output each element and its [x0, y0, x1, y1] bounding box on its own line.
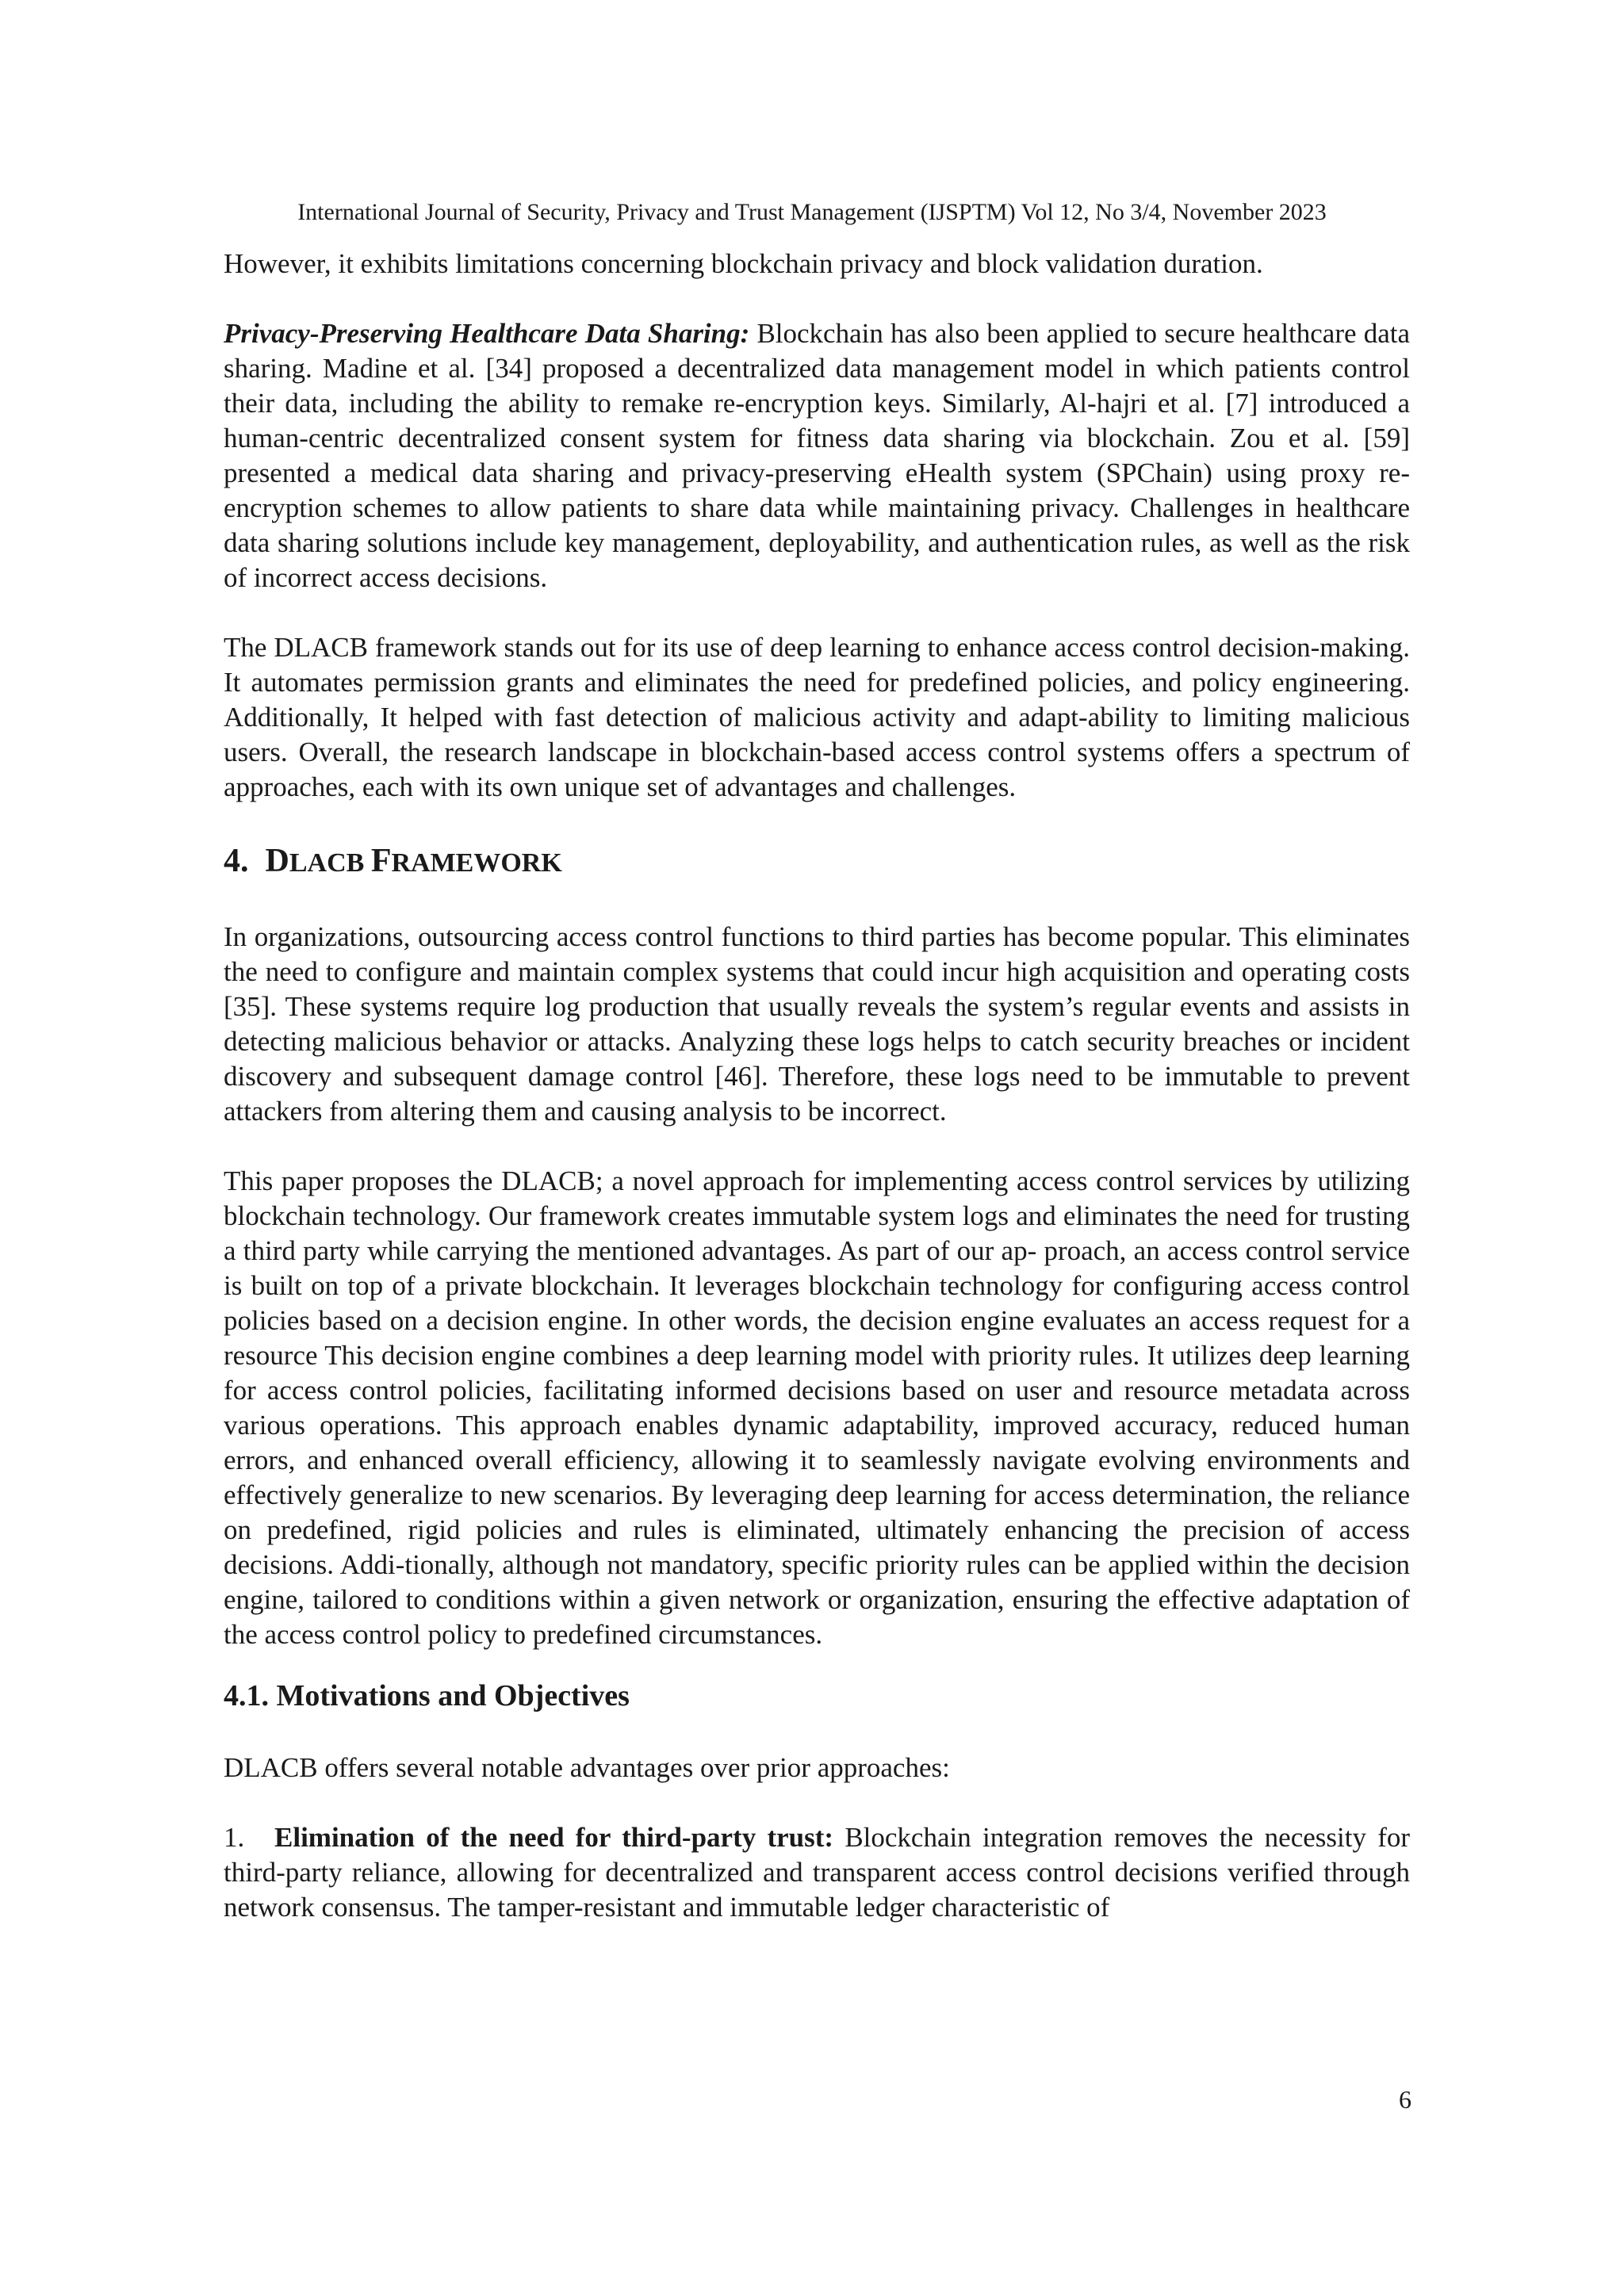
list-item-lead: Elimination of the need for third-party trust:	[274, 1822, 834, 1853]
list-item-1	[224, 1820, 1410, 1925]
body-content	[224, 247, 1410, 1925]
paragraph-dlacb-intro: The DLACB framework stands out for its use of deep learning to enhance access control decision-making. It automates permission grants and eliminates the need for predefined policies, and policy engineering. Additionally, It helped with fast detection of malicious activity and adapt-ability to limiting malicious users. Overall, the research landscape in blockchain-based access control systems offers a spectrum of approaches, each with its own unique set of advantages and challenges.	[224, 632, 1410, 802]
paragraph-body: Blockchain has also been applied to secure healthcare data sharing. Madine et al. [34] proposed a decentralized data management model in which patients control their data, including the ability to remake re-encryption keys. Similarly, Al-hajri et al. [7] introduced a human-centric decentralized consent system for fitness data sharing via blockchain. Zou et al. [59] presented a medical data sharing and privacy-preserving eHealth system (SPChain) using proxy re-encryption schemes to allow patients to share data while maintaining privacy. Challenges in healthcare data sharing solutions include key management, deployability, and authentication rules, as well as the risk of incorrect access decisions.	[224, 318, 1410, 593]
list-item-number: 1.	[224, 1822, 245, 1853]
list-item-body: Blockchain integration removes the necessity for third-party reliance, allowing for decentralized and transparent access control decisions verified through network consensus. The tamper-resistant and immutable ledger characteristic of	[224, 1822, 1411, 1923]
section-number: 4.	[224, 843, 249, 879]
paragraph-healthcare	[224, 316, 1410, 595]
paragraph-advantages-intro: DLACB offers several notable advantages over prior approaches:	[224, 1752, 950, 1783]
paragraph-lead: Privacy-Preserving Healthcare Data Sharing:	[224, 318, 750, 349]
running-header: International Journal of Security, Privacy and Trust Management (IJSPTM) Vol 12, No 3/4, November 2023	[297, 199, 1327, 225]
paragraph-outsourcing: In organizations, outsourcing access control functions to third parties has become popular. This eliminates the need to configure and maintain complex systems that could incur high acquisition and operating costs [35]. These systems require log production that usually reveals the system’s regular events and assists in detecting malicious behavior or attacks. Analyzing these logs helps to catch security breaches or incident discovery and subsequent damage control [46]. Therefore, these logs need to be immutable to prevent attackers from altering them and causing analysis to be incorrect.	[224, 921, 1410, 1127]
section-heading-4: 4. DLACB FRAMEWORK	[224, 843, 562, 879]
paragraph-limitations: However, it exhibits limitations concerning blockchain privacy and block validation duration.	[224, 248, 1263, 279]
page-number: 6	[1399, 2085, 1411, 2114]
paragraph-proposal: This paper proposes the DLACB; a novel approach for implementing access control services by utilizing blockchain technology. Our framework creates immutable system logs and eliminates the need for trusting a third party while carrying the mentioned advantages. As part of our ap- proach, an access control service is built on top of a private blockchain. It leverages blockchain technology for configuring access control policies based on a decision engine. In other words, the decision engine evaluates an access request for a resource This decision engine combines a deep learning model with priority rules. It utilizes deep learning for access control policies, facilitating informed decisions based on user and resource metadata across various operations. This approach enables dynamic adaptability, improved accuracy, reduced human errors, and enhanced overall efficiency, allowing it to seamlessly navigate evolving environments and effectively generalize to new scenarios. By leveraging deep learning for access determination, the reliance on predefined, rigid policies and rules is eliminated, ultimately enhancing the precision of access decisions. Addi-tionally, although not mandatory, specific priority rules can be applied within the decision engine, tailored to conditions within a given network or organization, ensuring the effective adaptation of the access control policy to predefined circumstances.	[224, 1165, 1410, 1650]
subsection-heading-4-1: 4.1. Motivations and Objectives	[224, 1679, 630, 1712]
